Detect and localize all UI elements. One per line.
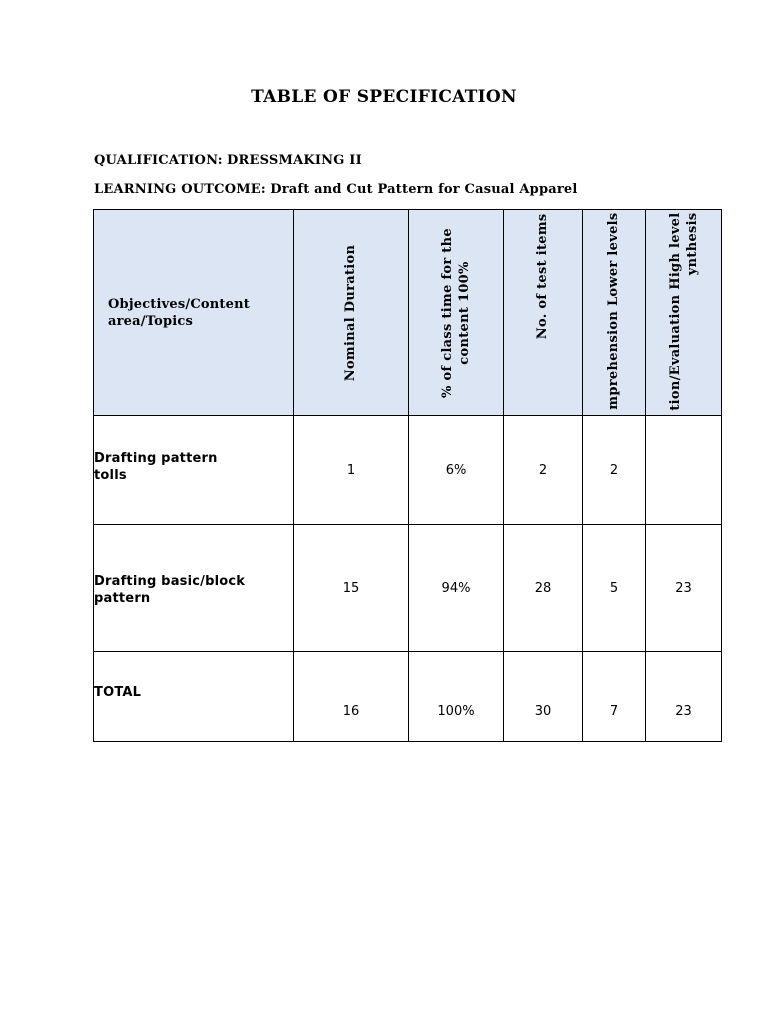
row-higher: 23 [646, 525, 722, 652]
row-percent: 100% [409, 652, 504, 742]
row-topic: Drafting basic/block pattern [94, 525, 294, 652]
page-title: TABLE OF SPECIFICATION [251, 87, 517, 107]
row-items: 2 [504, 416, 583, 525]
row-percent: 6% [409, 416, 504, 525]
table-row [94, 416, 722, 525]
qualification-label: QUALIFICATION: [94, 153, 223, 168]
specification-table [93, 209, 722, 742]
row-higher: 23 [646, 652, 722, 742]
header-topics: Objectives/Content area/Topics [94, 210, 294, 416]
table-row-total [94, 652, 722, 742]
header-high-level: tion/Evaluation High level ynthesis [646, 210, 722, 416]
row-lower: 7 [583, 652, 646, 742]
row-items: 28 [504, 525, 583, 652]
row-lower: 2 [583, 416, 646, 525]
row-percent: 94% [409, 525, 504, 652]
header-percent-class-time: % of class time for the content 100% [409, 210, 504, 416]
row-topic: TOTAL [94, 652, 294, 742]
row-items: 30 [504, 652, 583, 742]
row-nominal: 16 [294, 652, 409, 742]
table-row [94, 525, 722, 652]
table-header-row [94, 210, 722, 416]
qualification-value: DRESSMAKING II [227, 153, 362, 168]
learning-outcome-line [94, 182, 578, 197]
row-lower: 5 [583, 525, 646, 652]
learning-outcome-value: Draft and Cut Pattern for Casual Apparel [270, 182, 578, 197]
qualification-line [94, 153, 362, 168]
row-nominal: 15 [294, 525, 409, 652]
learning-outcome-label: LEARNING OUTCOME: [94, 182, 266, 197]
row-topic: Drafting pattern tolls [94, 416, 294, 525]
row-higher [646, 416, 722, 525]
header-no-test-items: No. of test items [504, 210, 583, 416]
header-nominal-duration: Nominal Duration [294, 210, 409, 416]
header-lower-levels: mprehension Lower levels [583, 210, 646, 416]
row-nominal: 1 [294, 416, 409, 525]
